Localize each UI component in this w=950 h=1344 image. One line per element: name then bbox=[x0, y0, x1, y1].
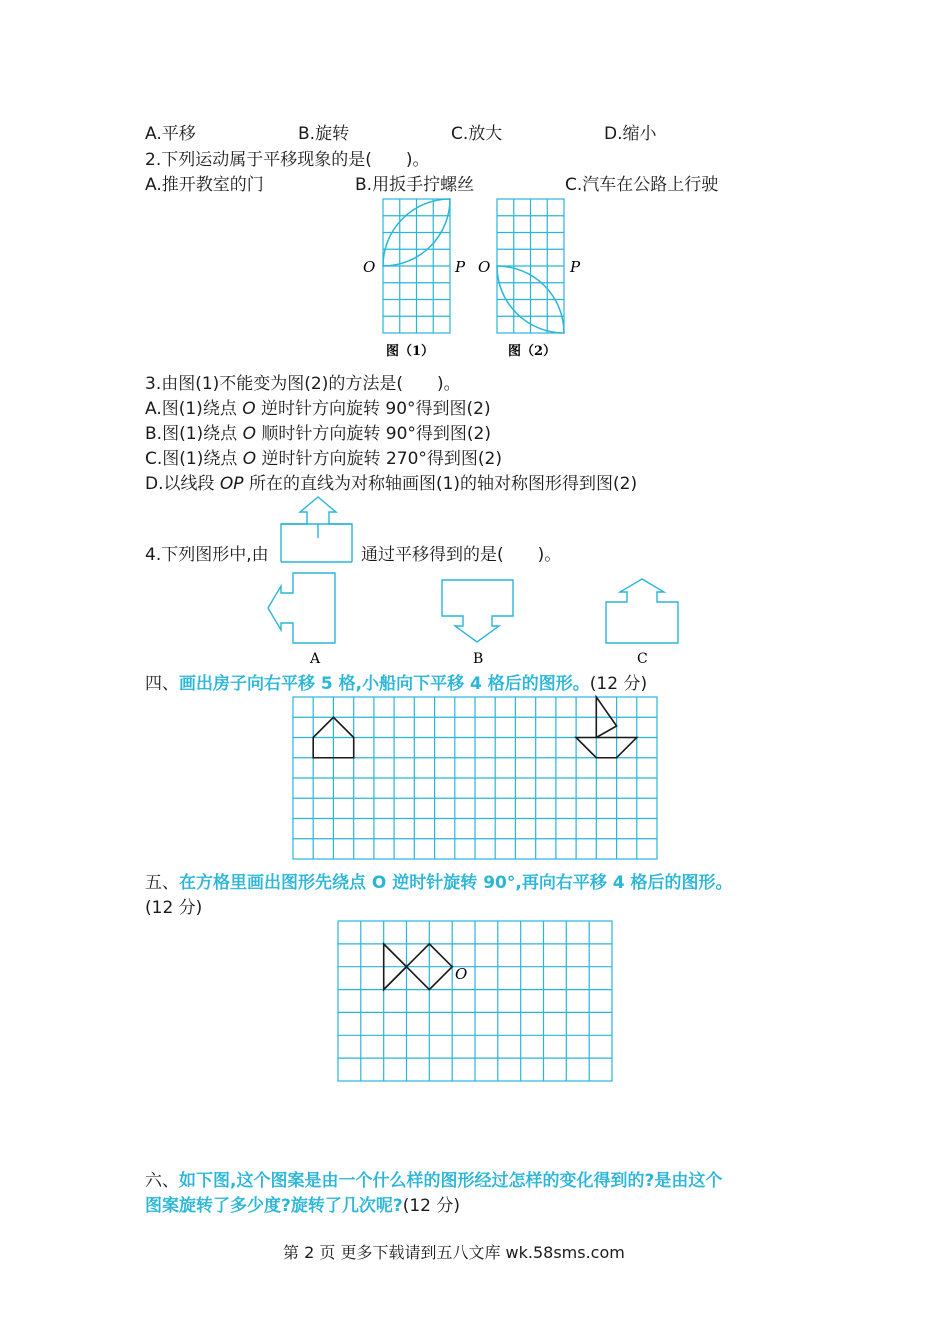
q4-shape-b bbox=[442, 580, 513, 642]
q1-option-a: A.平移 bbox=[145, 124, 196, 144]
q3-option-d: D.以线段 OP 所在的直线为对称轴画图(1)的轴对称图形得到图(2) bbox=[145, 474, 638, 494]
fig1-label-p: P bbox=[455, 258, 466, 276]
page-footer: 第 2 页 更多下载请到五八文库 wk.58sms.com bbox=[283, 1243, 625, 1262]
section-5-title: 五、在方格里画出图形先绕点 O 逆时针旋转 90°,再向右平移 4 格后的图形。 bbox=[145, 873, 733, 893]
q4-options bbox=[265, 568, 705, 670]
q4-shape-c bbox=[606, 579, 678, 643]
boat-hull bbox=[576, 738, 637, 758]
q4-shape-a bbox=[268, 573, 335, 643]
q1-option-b: B.旋转 bbox=[298, 124, 350, 144]
q2-stem: 2.下列运动属于平移现象的是( )。 bbox=[145, 150, 430, 170]
q4-label-b: B bbox=[473, 651, 484, 667]
q3-option-a: A.图(1)绕点 O 逆时针方向旋转 90°得到图(2) bbox=[145, 399, 491, 419]
q2-option-c: C.汽车在公路上行驶 bbox=[565, 175, 719, 195]
q4-stem-post: 通过平移得到的是( )。 bbox=[361, 545, 562, 565]
q1-option-c: C.放大 bbox=[451, 124, 503, 144]
q4-label-a: A bbox=[310, 651, 321, 667]
q1-option-d: D.缩小 bbox=[604, 124, 657, 144]
fig1-caption: 图（1） bbox=[386, 344, 435, 359]
section-5-score: (12 分) bbox=[145, 898, 203, 918]
q3-option-b: B.图(1)绕点 O 顺时针方向旋转 90°得到图(2) bbox=[145, 424, 491, 444]
section-5-label-o: O bbox=[455, 965, 468, 983]
q4-source-shape bbox=[278, 494, 358, 566]
q4-label-c: C bbox=[637, 651, 648, 667]
fig2-label-o: O bbox=[478, 258, 491, 276]
section-4-title: 四、画出房子向右平移 5 格,小船向下平移 4 格后的图形。(12 分) bbox=[145, 674, 648, 694]
q3-figures bbox=[355, 195, 605, 365]
q2-option-b: B.用扳手拧螺丝 bbox=[355, 175, 475, 195]
q4-stem-pre: 4.下列图形中,由 bbox=[145, 545, 269, 565]
q3-stem: 3.由图(1)不能变为图(2)的方法是( )。 bbox=[145, 374, 461, 394]
section-6-line2: 图案旋转了多少度?旋转了几次呢?(12 分) bbox=[145, 1196, 461, 1216]
section-6-line1: 六、如下图,这个图案是由一个什么样的图形经过怎样的变化得到的?是由这个 bbox=[145, 1171, 723, 1191]
section-4-grid bbox=[290, 694, 660, 862]
q3-option-c: C.图(1)绕点 O 逆时针方向旋转 270°得到图(2) bbox=[145, 449, 502, 469]
fig1-label-o: O bbox=[363, 258, 376, 276]
q2-option-a: A.推开教室的门 bbox=[145, 175, 264, 195]
section-5-grid bbox=[335, 918, 615, 1084]
fig2-caption: 图（2） bbox=[508, 344, 557, 359]
fig2-label-p: P bbox=[570, 258, 581, 276]
